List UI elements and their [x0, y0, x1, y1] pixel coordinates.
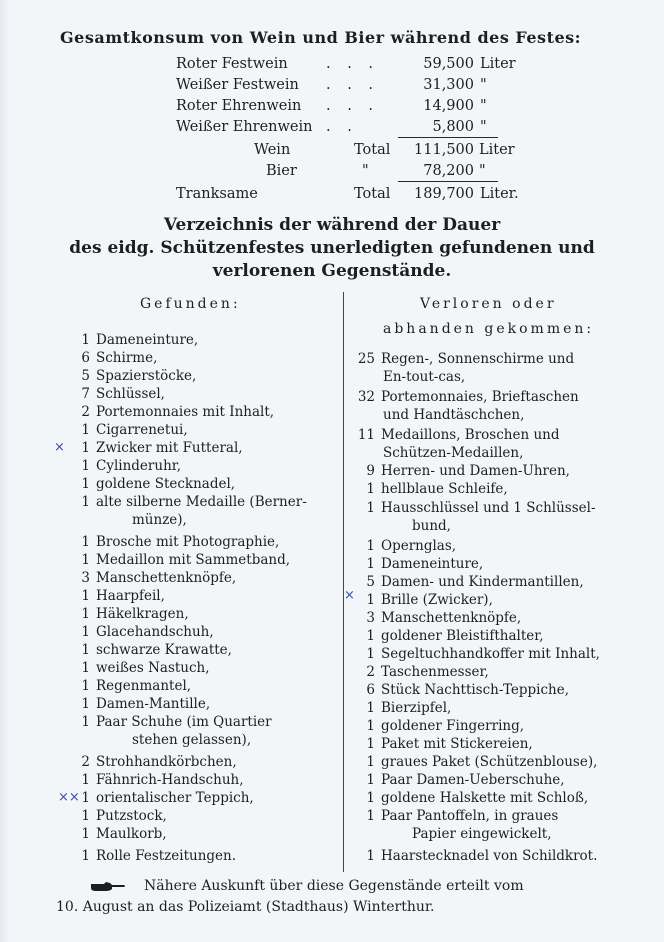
found-item: 1 Regenmantel, [81, 678, 192, 694]
lost-item: 1 Brille (Zwicker), [366, 592, 493, 608]
found-item: 1 alte silberne Medaille (Berner- [81, 494, 307, 510]
found-item: 1 Putzstock, [81, 808, 167, 824]
found-item: 1 goldene Stecknadel, [81, 476, 236, 492]
found-item: 1 Häkelkragen, [81, 606, 189, 622]
pencil-cross-mark: × [54, 440, 65, 455]
found-item: 1 Fähnrich-Handschuh, [81, 772, 244, 788]
found-item: 6 Schirme, [81, 350, 158, 366]
found-item: 1 orientalischer Teppich, [81, 790, 254, 806]
lost-item: 1 Opernglas, [366, 538, 457, 554]
found-item: 2 Strohhandkörbchen, [81, 754, 237, 770]
lost-item: und Handtäschchen, [383, 407, 525, 423]
found-item: stehen gelassen), [132, 732, 252, 748]
pointing-hand-icon [90, 881, 126, 892]
lost-item: 2 Taschenmesser, [366, 664, 489, 680]
found-heading: Gefunden: [140, 296, 241, 312]
page-fold-shadow [0, 0, 10, 942]
footer-line-2: 10. August an das Polizeiamt (Stadthaus) Winterthur. [56, 899, 435, 915]
pencil-cross-mark: ×× [58, 790, 80, 805]
lost-item: 1 Paket mit Stickereien, [366, 736, 533, 752]
found-item: 1 schwarze Krawatte, [81, 642, 232, 658]
lost-heading: Verloren oder [420, 296, 557, 312]
lost-heading-2: abhanden gekommen: [383, 321, 595, 337]
sum-rule [398, 137, 498, 138]
lost-item: bund, [412, 518, 451, 534]
found-item: 1 Paar Schuhe (im Quartier [81, 714, 272, 730]
found-item: 3 Manschettenknöpfe, [81, 570, 237, 586]
lost-item: 1 graues Paket (Schützenblouse), [366, 754, 598, 770]
consumption-title: Gesamtkonsum von Wein und Bier während des Festes: [60, 28, 582, 47]
lost-item: 1 goldener Fingerring, [366, 718, 525, 734]
lost-item: 1 goldene Halskette mit Schloß, [366, 790, 589, 806]
lost-item: 6 Stück Nachttisch-Teppiche, [366, 682, 570, 698]
found-item: 1 Cigarrenetui, [81, 422, 188, 438]
lost-item: 1 Segeltuchhandkoffer mit Inhalt, [366, 646, 600, 662]
lost-item: 1 Hausschlüssel und 1 Schlüssel- [366, 500, 596, 516]
lost-item: 32 Portemonnaies, Brieftaschen [357, 389, 579, 405]
pencil-cross-mark: × [344, 588, 355, 603]
found-item: 1 Glacehandschuh, [81, 624, 214, 640]
lost-item: 1 Bierzipfel, [366, 700, 452, 716]
lost-item: 9 Herren- und Damen-Uhren, [366, 463, 570, 479]
lost-item: 1 Paar Damen-Ueberschuhe, [366, 772, 565, 788]
footer-notice [56, 876, 626, 918]
found-item: 1 weißes Nastuch, [81, 660, 210, 676]
found-item: 1 Dameneinture, [81, 332, 199, 348]
column-divider [343, 292, 344, 872]
lost-item: 3 Manschettenknöpfe, [366, 610, 522, 626]
found-item: 1 Cylinderuhr, [81, 458, 182, 474]
lost-item: 1 Paar Pantoffeln, in graues [366, 808, 559, 824]
lost-item: 5 Damen- und Kindermantillen, [366, 574, 584, 590]
lost-item: En-tout-cas, [383, 369, 466, 385]
found-item: 1 Maulkorb, [81, 826, 167, 842]
lost-item: 11 Medaillons, Broschen und [357, 427, 560, 443]
lost-item: 1 Dameneinture, [366, 556, 484, 572]
document-page: Gesamtkonsum von Wein und Bier während des Festes: Roter Festwein . . . 59,500 Liter Weißer Festwein . . . 31,300 " Roter Ehrenwein . . . 14,900 " Weißer Ehrenwein . . 5,800 " Wein Total 111,500 Liter Bier " 78,200 " Tranksame Total 189,700 Liter. Verzeichnis der während der Dauer des eidg. Schützenfestes unerledigten gefundenen und verlorenen Gegenstände. Gefunden: Verloren oder abhanden gekommen: 1 Dameneinture, 6 Schirme, 5 Spazierstöcke, 7 Schlüssel, 2 Portemonnaies mit Inhalt, 1 Cigarrenetui, 1 Zwicker mit Futteral, 1 Cylinderuhr, 1 goldene Stecknadel, 1 alte silberne Medaille (Berner- münze), 1 Brosche mit Photographie, 1 Medaillon mit Sammetband, 3 Manschettenknöpfe, 1 Haarpfeil, 1 Häkelkragen, 1 Glacehandschuh, 1 schwarze Krawatte, 1 weißes Nastuch, 1 Regenmantel, 1 Damen-Mantille, 1 Paar Schuhe (im Quartier stehen gelassen), 2 Strohhandkörbchen, 1 Fähnrich-Handschuh, 1 orientalischer Teppich, 1 Putzstock, 1 Maulkorb, 1 Rolle Festzeitungen. × × ×× 25 Regen-, Sonnenschirme und En-tout-cas, 32 Portemonnaies, Brieftaschen und Handtäschchen, 11 Medaillons, Broschen und Schützen-Medaillen, 9 Herren- und Damen-Uhren, 1 hellblaue Schleife, 1 Hausschlüssel und 1 Schlüssel- bund, 1 Opernglas, 1 Dameneinture, 5 Damen- und Kindermantillen, 1 Brille (Zwicker), 3 Manschettenknöpfe, 1 goldener Bleistifthalter, 1 Segeltuchhandkoffer mit Inhalt, 2 Taschenmesser, 6 Stück Nachttisch-Teppiche, 1 Bierzipfel, 1 goldener Fingerring, 1 Paket mit Stickereien, 1 graues Paket (Schützenblouse), 1 Paar Damen-Ueberschuhe, 1 goldene Halskette mit Schloß, 1 Paar Pantoffeln, in graues Papier eingewickelt, 1 Haarstecknadel von Schildkrot. Nähere Auskunft über diese Gegenstände erteilt vom 10. August an das Polizeiamt (Stadthaus) Winterthur. [0, 0, 664, 942]
sum-rule [398, 181, 498, 182]
lost-item: 25 Regen-, Sonnenschirme und [357, 351, 575, 367]
found-item: 1 Zwicker mit Futteral, [81, 440, 243, 456]
found-item: 1 Rolle Festzeitungen. [81, 848, 237, 864]
lost-item: 1 Haarstecknadel von Schildkrot. [366, 848, 598, 864]
lost-item: Papier eingewickelt, [412, 826, 552, 842]
lost-item: 1 goldener Bleistifthalter, [366, 628, 544, 644]
found-item: 1 Damen-Mantille, [81, 696, 211, 712]
found-item: 1 Brosche mit Photographie, [81, 534, 280, 550]
found-item: 1 Medaillon mit Sammetband, [81, 552, 291, 568]
found-item: 1 Haarpfeil, [81, 588, 165, 604]
found-item: 7 Schlüssel, [81, 386, 165, 402]
lost-item: 1 hellblaue Schleife, [366, 481, 508, 497]
found-item: münze), [132, 512, 187, 528]
found-item: 5 Spazierstöcke, [81, 368, 197, 384]
list-title: Verzeichnis der während der Dauer des eidg. Schützenfestes unerledigten gefundenen und verlorenen Gegenstände. [69, 215, 595, 281]
lost-item: Schützen-Medaillen, [383, 445, 524, 461]
found-item: 2 Portemonnaies mit Inhalt, [81, 404, 275, 420]
footer-line-1: Nähere Auskunft über diese Gegenstände erteilt vom [144, 878, 524, 894]
